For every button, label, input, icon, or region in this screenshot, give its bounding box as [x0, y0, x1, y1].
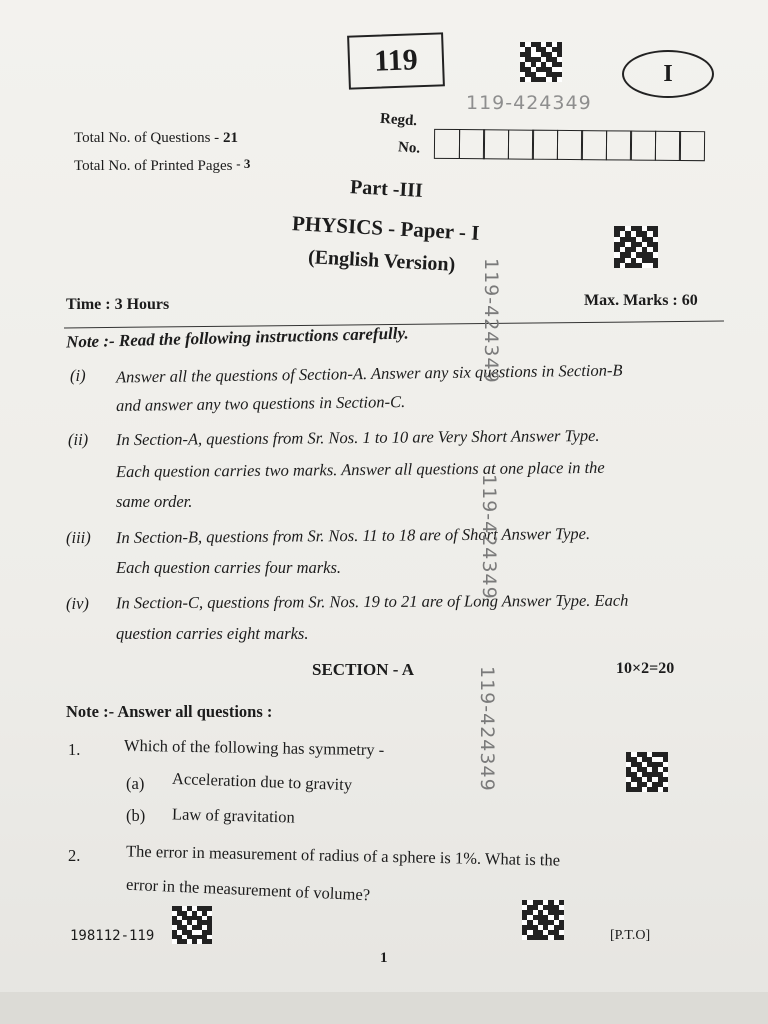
- barcode-bottom-left: [172, 906, 212, 944]
- max-marks: Max. Marks : 60: [584, 292, 698, 309]
- question-1-text: Which of the following has symmetry -: [123, 735, 385, 760]
- instruction-2-num: (ii): [68, 430, 89, 449]
- regd-label: Regd.: [379, 110, 418, 130]
- barcode-bottom-right: [522, 900, 564, 940]
- section-a-heading: SECTION - A: [312, 660, 415, 679]
- question-1-option-b-label: (b): [126, 806, 146, 825]
- subject-title: PHYSICS - Paper - I: [291, 211, 480, 245]
- total-pages: [74, 156, 250, 175]
- question-2-line-2: error in the measurement of volume?: [125, 874, 371, 905]
- paper-bottom-edge: [0, 992, 768, 1024]
- registration-number-boxes: [434, 129, 704, 161]
- page-turn-marker: [P.T.O]: [610, 928, 651, 943]
- instruction-2-line-2: Each question carries two marks. Answer all questions at one place in the: [115, 457, 605, 482]
- instruction-4-line-1: In Section-C, questions from Sr. Nos. 19 to 21 are of Long Answer Type. Each: [115, 590, 629, 613]
- instruction-3-num: (iii): [66, 528, 91, 547]
- question-1-option-a-label: (a): [126, 774, 145, 793]
- instruction-3-line-2: Each question carries four marks.: [116, 558, 342, 577]
- time-allowed: Time : 3 Hours: [66, 296, 170, 313]
- question-2-num: 2.: [68, 846, 81, 865]
- page-number: 1: [380, 950, 388, 966]
- total-questions-label: Total No. of Questions -: [74, 130, 220, 146]
- question-1-option-a-text: Acceleration due to gravity: [171, 768, 353, 795]
- watermark-serial-2: 119-424349: [478, 474, 500, 600]
- section-a-note: Note :- Answer all questions :: [66, 702, 273, 721]
- instruction-1-line-1: Answer all the questions of Section-A. Answer any six questions in Section-B: [115, 360, 623, 387]
- no-label: No.: [397, 139, 421, 157]
- section-a-marks: 10×2=20: [616, 660, 675, 677]
- serial-number: 119-424349: [466, 92, 592, 114]
- total-pages-value: - 3: [236, 156, 251, 171]
- set-code-circle: [622, 50, 714, 98]
- instructions-heading: Note :- Read the following instructions carefully.: [65, 323, 409, 352]
- paper-code: 119: [373, 43, 419, 78]
- question-2-line-1: The error in measurement of radius of a sphere is 1%. What is the: [125, 841, 561, 870]
- watermark-serial-1: 119-424349: [480, 258, 502, 384]
- instruction-1-num: (i): [70, 366, 86, 385]
- instruction-2-line-3: same order.: [116, 492, 193, 511]
- part-heading: Part -III: [349, 176, 424, 202]
- total-questions: [74, 130, 238, 147]
- barcode-right-top: [614, 226, 658, 268]
- set-code: I: [663, 60, 673, 87]
- instruction-4-num: (iv): [66, 594, 89, 613]
- question-1-num: 1.: [68, 740, 81, 759]
- total-questions-value: 21: [222, 130, 238, 146]
- footer-code: 198112-119: [70, 928, 155, 944]
- barcode-right-middle: [626, 752, 668, 792]
- total-pages-label: Total No. of Printed Pages: [74, 158, 233, 174]
- instruction-2-line-1: In Section-A, questions from Sr. Nos. 1 to 10 are Very Short Answer Type.: [115, 425, 600, 450]
- instruction-1-line-2: and answer any two questions in Section-C.: [115, 391, 406, 416]
- watermark-serial-3: 119-424349: [476, 666, 498, 792]
- version-title: (English Version): [307, 246, 456, 276]
- instruction-3-line-1: In Section-B, questions from Sr. Nos. 11 to 18 are of Short Answer Type.: [115, 523, 591, 548]
- barcode-top-center: [520, 42, 562, 82]
- paper-code-box: [347, 32, 445, 89]
- question-1-option-b-text: Law of gravitation: [171, 804, 296, 827]
- instruction-4-line-2: question carries eight marks.: [116, 624, 309, 643]
